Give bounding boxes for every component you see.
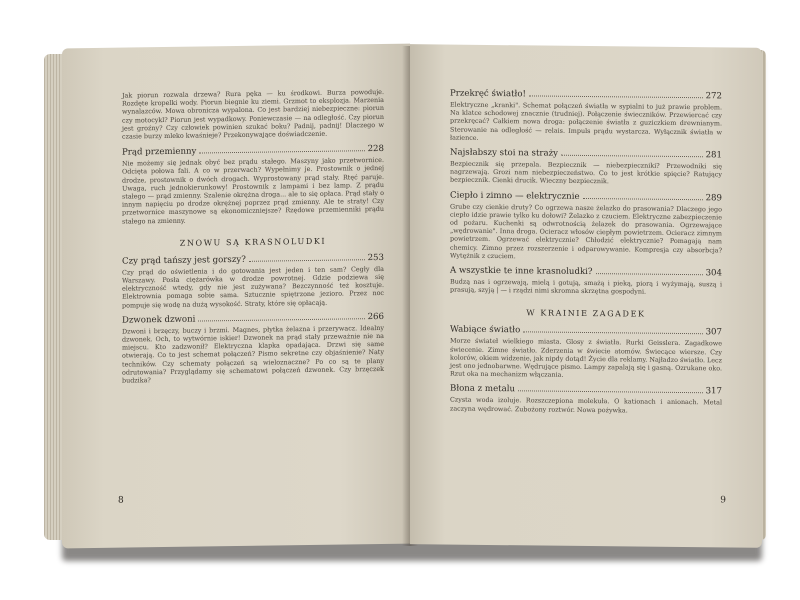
dot-leader bbox=[596, 273, 703, 275]
dot-leader bbox=[529, 95, 703, 98]
toc-entry-title: Przekręć światło! bbox=[450, 88, 526, 100]
toc-entry-description: Bezpiecznik się przepala. Bezpiecznik — niebezpieczniki? Przewodniki się nagrzewają. Grozi nam niebezpieczeństwo. Co to jest krótkie spięcie? Ratujący bezpiecznik. Cienki drucik. Wieczny bezpiecznik. bbox=[450, 159, 722, 186]
toc-entry bbox=[450, 89, 722, 145]
toc-entry-head bbox=[450, 325, 722, 338]
toc-entry bbox=[122, 312, 384, 385]
toc-entry-description: Grube czy cienkie druty? Co ogrzewa nasze żelazko do prasowania? Dlaczego jego ciepło idzie prawie tylko ku dołowi? Żelazko z czuciem. Elektryczne zabezpieczenie od pożaru. Kuchenki są odwrotnością żelazek do prasowania. Ogrzewające „wędrowanie". Inna droga. Ocieracz włosów ciepłym powietrzem. Ocieracz zimnym powietrzem. Ogrzewać elektrycznie? Chłodzić elektrycznie? Pomagają nam chemicy. Zimno przez rozszerzenie i odparowywanie. Kompresja czy absorbcja? Wytężnik z czuciem. bbox=[450, 202, 722, 261]
toc-entry-page: 253 bbox=[367, 252, 384, 264]
toc-entry-description: Morze świateł wielkiego miasta. Glosy z światła. Rurki Geisslera. Zagadkowe świecenie. Zimne światło. Zderzenia w świecie atomów. Świecące wiersze. Czy kolorów, okiem widzenie, jak nipdy dotąd! Życie dla reklamy. Najładzo światło. Lecz jest ono jednobarwne. Wędrujące pismo. Lampy zapalają się i gasną. Ozrukane oko. Rzut oka na mechanizm włączania. bbox=[450, 337, 722, 380]
intro-paragraph: Jak piorun rozwala drzewa? Rura pęka — ku środkowi. Burza powoduje. Rozdęte kropelki wody. Piorun biegnie ku ziemi. Grzmot to eksplozja. Marzenia wynalazców. Mowa obronicza wypalona. Co jest bardziej niebezpieczne: piorun czy motocykl? Piorun jest wypadkowy. Poniewczasie — na odległość. Czy piorun jest groźny? Czy człowiek powinien szukać boku? Padnij, padnij! Dlaczego w czasie burzy mleko kwaśnieje? Przekonywające doświadczenie. bbox=[122, 87, 384, 141]
right-page bbox=[410, 44, 762, 548]
toc-entry-description: Budzą nas i ogrzewają, mielą i gotują, smażą i pieką, piorą i wyżymają, suszą i prasują, szyją | — i rządzi nimi skromna skrzętna gospodyni. bbox=[450, 277, 722, 296]
right-page-content bbox=[450, 89, 722, 416]
toc-entry-head bbox=[450, 190, 722, 203]
toc-entry-head bbox=[450, 384, 722, 397]
toc-entry bbox=[450, 190, 722, 262]
dot-leader bbox=[249, 259, 365, 262]
left-page-content bbox=[122, 88, 384, 385]
section-heading: ZNOWU SĄ KRASNOLUDKI bbox=[179, 236, 327, 248]
open-book bbox=[40, 38, 762, 558]
toc-entry-page: 317 bbox=[705, 386, 722, 397]
toc-entry-page: 289 bbox=[705, 192, 722, 204]
dot-leader bbox=[198, 318, 364, 321]
toc-entry-page: 281 bbox=[705, 150, 722, 161]
toc-entry-head bbox=[450, 148, 722, 161]
toc-entry bbox=[450, 384, 722, 415]
toc-entry bbox=[450, 266, 722, 297]
toc-entry bbox=[122, 253, 384, 310]
toc-entry-head bbox=[450, 89, 722, 102]
dot-leader bbox=[561, 155, 703, 157]
toc-entry-title: Najsłabszy stoi na straży bbox=[450, 147, 559, 159]
toc-entry-head bbox=[450, 266, 722, 279]
toc-entry bbox=[122, 144, 384, 225]
section-heading: W KRAINIE ZAGADEK bbox=[526, 308, 646, 320]
toc-entry-title: A wszystkie te inne krasnoludki? bbox=[450, 265, 593, 278]
toc-entry-title: Czy prąd tańszy jest gorszy? bbox=[122, 254, 246, 267]
toc-entry-description: Nie możemy się jednak obyć bez prądu stałego. Maszyny jako przetwornice. Odcięta połowa fali. A co w przerwach? Wypełnimy je. Prostownik o jednej drodze, prostownik o dwóch drogach. Wyprostowany prąd stały. Rtęć paruje. Uwaga, ruch jednokierunkowy! Prostownik z lampami i bez lamp. Z prądu stałego — prąd zmienny. Szalenie okrężna droga... ale to się opłaca. Prąd stały o innym napięciu po drodze okrężnej poprzez prąd zmienny. Ale te straty! Czy przetwornice maszynowe są ekonomiczniejsze? Rzędowe przemienniki prądu stałego na zmienny. bbox=[122, 156, 384, 226]
page-number-right: 9 bbox=[720, 495, 726, 506]
toc-entry-description: Czy prąd do oświetlenia i do gotowania jest jeden i ten sam? Cegły dla Warszawy. Posła ciężarówka w drodze powrotnej. Gdzie podziewa się elektryczność wtedy, gdy nie jest zużywana? Bezczynność też kosztuje. Elektrownia pomaga sobie sama. Sztucznie spiętrzone jezioro. Przez noc pompuje się wodę na dużą wysokość. Straty, które się opłacają. bbox=[122, 264, 384, 310]
left-page bbox=[62, 44, 410, 549]
toc-entry-page: 266 bbox=[367, 311, 384, 323]
toc-entry-page: 304 bbox=[705, 268, 722, 279]
toc-entry-title: Wabiące światło bbox=[450, 325, 521, 336]
toc-entry-title: Dzwonek dzwoni bbox=[122, 314, 196, 326]
dot-leader bbox=[199, 150, 364, 153]
toc-entry-page: 307 bbox=[705, 327, 722, 338]
page-number-left: 8 bbox=[118, 495, 124, 506]
dot-leader bbox=[583, 198, 703, 200]
toc-entry-description: Dzwoni i brzęczy, buczy i brzmi. Magnes, płytka żelazna i przerywacz. Idealny dzwonek. Och, to wytwórnie iskier! Dzwonek na prąd stały przeważnie nie na miejscu. Kto zadzwonił? Elektryczna klapka opadająca. Drzwi się same otwierają. Co to jest schemat połączeń? Pismo sekretne czy objaśnienie? Naty techników. Czy schematy połączeń są wieloznaczne? Po co są te plany odrutowania? Przyglądamy się schematowi połączeń dzwonek. Czy brzęczek budzika? bbox=[122, 323, 384, 385]
toc-entry-title: Błona z metalu bbox=[450, 384, 516, 395]
toc-entry-page: 228 bbox=[367, 144, 384, 155]
toc-entry-description: Czysta woda izoluje. Rozszczepiona molekuła. O kationach i anionach. Metal zaczyna wędrować. Zubożony roztwór. Nowa pożywka. bbox=[450, 396, 722, 415]
toc-entry-description: Elektryczne „kranki". Schemat połączeń światła w sypialni to już prawie problem. Na klatce schodowej znacznie (trudniej). Połączenie świeczników. Przewiercać czy przekręcać? Całkiem nowa droga: połączenie światła z guziczkiem drewnianym. Sterowanie na odległość — relais. Impuls prądu wystarcza. Wyłącznik światła w łazience. bbox=[450, 100, 722, 142]
toc-entry bbox=[450, 325, 722, 381]
toc-entry-page: 272 bbox=[705, 91, 722, 102]
toc-entry-title: Prąd przemienny bbox=[122, 146, 197, 158]
toc-entry bbox=[450, 148, 722, 187]
dot-leader bbox=[523, 332, 702, 335]
toc-entry-title: Ciepło i zimno — elektrycznie bbox=[450, 190, 580, 202]
dot-leader bbox=[518, 391, 703, 394]
